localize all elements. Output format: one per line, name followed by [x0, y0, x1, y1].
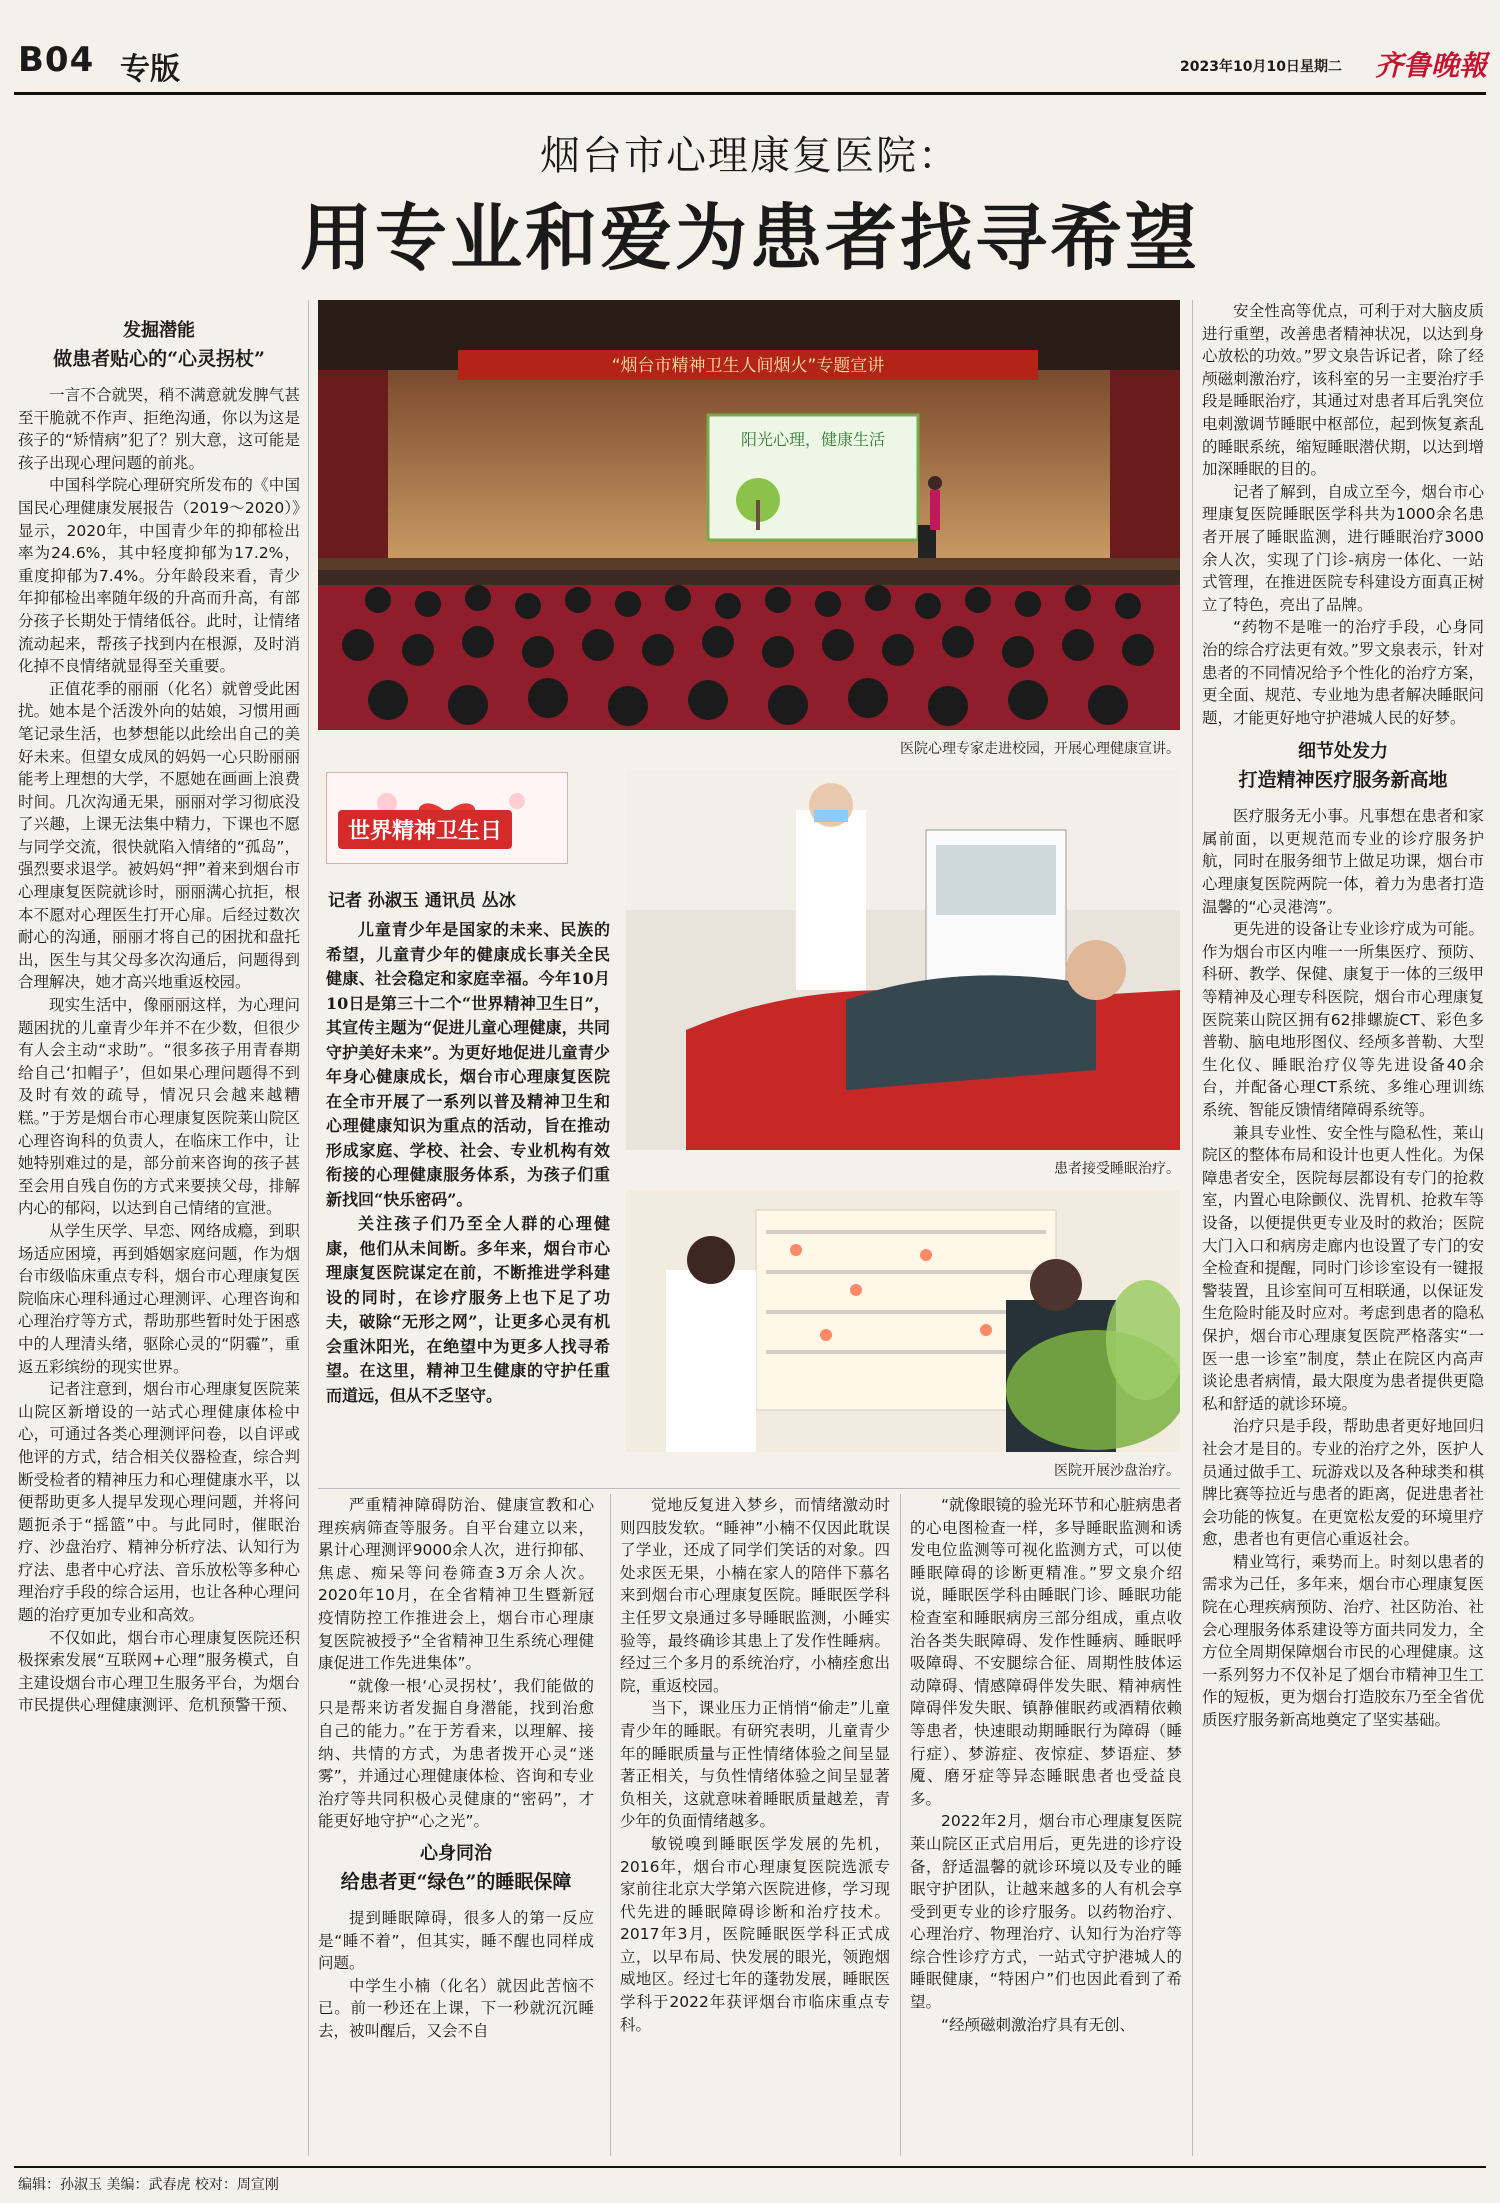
lecture-photo-image	[318, 300, 1180, 730]
section-subheading: 打造精神医疗服务新高地	[1238, 769, 1448, 792]
paragraph: 更先进的设备让专业诊疗成为可能。作为烟台市区内唯一一所集医疗、预防、科研、教学、保健、康复于一体的三级甲等精神及心理专科医院，烟台市心理康复医院莱山院区拥有62排螺旋CT、彩色多普勒、脑电地形图仪、经颅多普勒、大型生化仪、睡眠治疗仪等先进设备40余台，并配备心理CT系统、多维心理训练系统、智能反馈情绪障碍系统等。	[1202, 920, 1484, 1119]
column-4	[910, 1494, 1182, 2156]
paragraph: 正值花季的丽丽（化名）就曾受此困扰。她本是个活泼外向的姑娘，习惯用画笔记录生活，也梦想能以此绘出自己的美好未来。但望女成凤的妈妈一心只盼丽丽能考上理想的大学，不愿她在画画上浪费时间。几次沟通无果，丽丽对学习彻底没了兴趣，上课无法集中精力，下课也不愿与同学交流，很快就陷入情绪的“孤岛”，强烈要求退学。被妈妈“押”着来到烟台市心理康复医院就诊时，丽丽满心抗拒，根本不愿对心理医生打开心扉。后经过数次耐心的沟通，丽丽才将自己的困扰和盘托出，医生与其父母多次沟通后，问题得到合理解决，她才高兴地重返校园。	[18, 679, 300, 992]
column-2	[318, 1494, 594, 2156]
lower-divider	[318, 1488, 1180, 1489]
paragraph: “就像一根‘心灵拐杖’，我们能做的只是帮来访者发掘自身潜能，找到治愈自己的能力。”在于芳看来，以理解、接纳、共情的方式，为患者拨开心灵“迷雾”，并通过心理健康体检、咨询和专业治疗等共同积极心灵健康的“密码”，才能更好地守护“心之光”。	[318, 1676, 594, 1831]
sleep-therapy-caption: 患者接受睡眠治疗。	[1054, 1161, 1180, 1177]
footer-rule	[14, 2166, 1486, 2168]
paragraph: 现实生活中，像丽丽这样，为心理问题困扰的儿童青少年并不在少数，但很少有人会主动“求助”。“很多孩子用青春期给自己‘扣帽子’，但如果心理问题得不到及时有效的疏导，情况只会越来越糟糕。”于芳是烟台市心理康复医院莱山院区心理咨询科的负责人，在临床工作中，让她特别难过的是，部分前来咨询的孩子甚至会用自残自伤的方式来要挟父母，排解内心的郁闷，以达到自己情绪的宣泄。	[18, 996, 300, 1218]
paragraph: 中学生小楠（化名）就因此苦恼不已。前一秒还在上课，下一秒就沉沉睡去，被叫醒后，又会不自	[318, 1976, 594, 2040]
page-number: B04	[18, 40, 95, 80]
newspaper-masthead: 齐鲁晚報	[1375, 49, 1488, 82]
section-heading: 心身同治	[420, 1842, 492, 1864]
issue-date: 2023年10月10日	[1180, 59, 1300, 75]
intro-paragraph: 儿童青少年是国家的未来、民族的希望，儿童青少年的健康成长事关全民健康、社会稳定和家庭幸福。今年10月10日是第三十二个“世界精神卫生日”，其宣传主题为“促进儿童心理健康，共同守护美好未来”。为更好地促进儿童青少年身心健康成长，烟台市心理康复医院在全市开展了一系列以普及精神卫生和心理健康知识为重点的活动，旨在推动形成家庭、学校、社会、专业机构有效衔接的心理健康服务体系，为孩子们重新找回“快乐密码”。	[326, 920, 610, 1209]
logo-label: 世界精神卫生日	[338, 810, 512, 849]
column-divider	[1192, 300, 1193, 2156]
paragraph: 不仅如此，烟台市心理康复医院还积极探索发展“互联网+心理”服务模式，自主建设烟台市心理卫生服务平台，为烟台市民提供心理健康测评、危机预警干预、	[18, 1628, 300, 1715]
column-3	[620, 1494, 890, 2156]
byline: 记者 孙淑玉 通讯员 丛冰	[328, 891, 516, 911]
section-subheading: 做患者贴心的“心灵拐杖”	[53, 348, 265, 370]
editorial-credits: 编辑：孙淑玉 美编：武春虎 校对：周宣刚	[18, 2177, 279, 2193]
article-headline: 用专业和爱为患者找寻希望	[299, 195, 1200, 280]
paragraph: 严重精神障碍防治、健康宣教和心理疾病筛查等服务。自平台建立以来，累计心理测评9000余人次，进行抑郁、焦虑、痴呆等问卷筛查3万余人次。2020年10月，在全省精神卫生暨新冠疫情防控工作推进会上，烟台市心理康复医院被授予“全省精神卫生系统心理健康促进工作先进集体”。	[318, 1496, 594, 1673]
section-heading: 发掘潜能	[123, 320, 195, 341]
sleep-therapy-image	[626, 770, 1180, 1150]
sandplay-caption: 医院开展沙盘治疗。	[1054, 1463, 1180, 1479]
paragraph: 医疗服务无小事。凡事想在患者和家属前面，以更规范而专业的诊疗服务护航，同时在服务细节上做足功课，烟台市心理康复医院两院一体，着力为患者打造温馨的“心灵港湾”。	[1202, 807, 1484, 916]
paragraph: 精业笃行，乘势而上。时刻以患者的需求为己任，多年来，烟台市心理康复医院在心理疾病预防、治疗、社区防治、社会心理服务体系建设等方面共同发力，全方位全周期保障烟台市民的心理健康。这一系列努力不仅补足了烟台市精神卫生工作的短板，更为烟台打造胶东乃至全省优质医疗服务新高地奠定了坚实基础。	[1202, 1552, 1484, 1730]
paragraph: “药物不是唯一的治疗手段，心身同治的综合疗法更有效。”罗文泉表示，针对患者的不同情况给予个性化的治疗方案，更全面、规范、专业地为患者解决睡眠问题，才能更好地守护港城人民的好梦。	[1202, 618, 1484, 727]
lecture-banner-text: “烟台市精神卫生人间烟火”专题宣讲	[611, 356, 885, 376]
paragraph: “就像眼镜的验光环节和心脏病患者的心电图检查一样，多导睡眠监测和诱发电位监测等可视化监测方式，可以使睡眠障碍的诊断更精准。”罗文泉介绍说，睡眠医学科由睡眠门诊、睡眠功能检查室和睡眠病房三部分组成，重点收治各类失眠障碍、发作性睡病、睡眠呼吸障碍、不安腿综合征、周期性肢体运动障碍、情感障碍伴发失眠、精神病性障碍伴发失眠、镇静催眠药或酒精依赖等患者，快速眼动期睡眠行为障碍（睡行症）、梦游症、夜惊症、梦语症、梦魇、磨牙症等异态睡眠患者也受益良多。	[910, 1496, 1182, 1808]
paragraph: 一言不合就哭，稍不满意就发脾气甚至干脆就不作声、拒绝沟通，你以为这是孩子的“矫情病”犯了？别大意，这可能是孩子出现心理问题的前兆。	[18, 386, 300, 472]
section-label: 专版	[120, 52, 180, 87]
sleep-therapy-photo	[626, 770, 1180, 1150]
paragraph: 2022年2月，烟台市心理康复医院莱山院区正式启用后，更先进的诊疗设备，舒适温馨的就诊环境以及专业的睡眠守护团队，让越来越多的人有机会享受到更专业的诊疗服务。以药物治疗、心理治疗、物理治疗、认知行为治疗等综合性诊疗方式，一站式守护港城人的睡眠健康，“特困户”们也因此看到了希望。	[910, 1812, 1182, 2012]
column-1	[18, 318, 300, 2156]
paragraph: 当下，课业压力正悄悄“偷走”儿童青少年的睡眠。有研究表明，儿童青少年的睡眠质量与正性情绪体验之间呈显著正相关，与负性情绪体验之间呈显著负相关，这就意味着睡眠质量越差，青少年的负面情绪越多。	[620, 1699, 890, 1831]
sandplay-photo	[626, 1190, 1180, 1452]
column-5	[1202, 300, 1484, 2156]
paragraph: 安全性高等优点，可利于对大脑皮质进行重塑，改善患者精神状况，以达到身心放松的功效。”罗文泉告诉记者，除了经颅磁刺激治疗，该科室的另一主要治疗手段是睡眠治疗，其通过对患者耳后乳突位电刺激调节睡眠中枢部位，起到恢复紊乱的睡眠系统，缩短睡眠潜伏期，以达到增加深睡眠的目的。	[1202, 302, 1484, 479]
paragraph: “经颅磁刺激治疗具有无创、	[941, 2015, 1136, 2034]
section-subheading: 给患者更“绿色”的睡眠保障	[340, 1870, 572, 1893]
column-divider	[900, 1494, 901, 2156]
issue-weekday: 星期二	[1300, 59, 1342, 75]
sandplay-image	[626, 1190, 1180, 1452]
column-divider	[610, 1494, 611, 2156]
lecture-photo-caption: 医院心理专家走进校园，开展心理健康宣讲。	[900, 741, 1180, 757]
paragraph: 记者注意到，烟台市心理康复医院莱山院区新增设的一站式心理健康体检中心，可通过各类心理测评问卷，以自评或他评的方式，结合相关仪器检查，综合判断受检者的精神压力和心理健康水平，以便帮助更多人提早发现心理问题，并将问题扼杀于“摇篮”中。与此同时，催眠治疗、沙盘治疗、精神分析疗法、认知行为疗法、患者中心疗法、音乐放松等多种心理治疗手段的综合运用，也让各种心理问题的治疗更加专业和高效。	[18, 1380, 300, 1625]
section-heading: 细节处发力	[1298, 741, 1388, 763]
lecture-photo	[318, 300, 1180, 730]
paragraph: 提到睡眠障碍，很多人的第一反应是“睡不着”，但其实，睡不醒也同样成问题。	[318, 1908, 594, 1973]
lecture-screen-text: 阳光心理，健康生活	[740, 430, 886, 449]
paragraph: 治疗只是手段，帮助患者更好地回归社会才是目的。专业的治疗之外，医护人员通过做手工、玩游戏以及各种球类和棋牌比赛等拉近与患者的距离，促进患者社会功能的恢复。在更宽松友爱的环境里疗愈，患者也有更信心重返社会。	[1202, 1417, 1484, 1549]
paragraph: 中国科学院心理研究所发布的《中国国民心理健康发展报告（2019～2020）》显示，2020年，中国青少年的抑郁检出率为24.6%，其中轻度抑郁为17.2%，重度抑郁为7.4%。分年龄段来看，青少年抑郁检出率随年级的升高而升高，有部分孩子长期处于情绪低谷。此时，让情绪流动起来，帮孩子找到内在根源，及时消化掉不良情绪就显得至关重要。	[18, 476, 300, 676]
paragraph: 从学生厌学、早恋、网络成瘾，到职场适应困境，再到婚姻家庭问题，作为烟台市级临床重点专科，烟台市心理康复医院临床心理科通过心理测评、心理咨询和心理治疗等方式，帮助那些暂时处于困惑中的人理清头绪，驱除心灵的“阴霾”，重返五彩缤纷的现实世界。	[18, 1221, 300, 1376]
paragraph: 觉地反复进入梦乡，而情绪激动时则四肢发软。“睡神”小楠不仅因此耽误了学业，还成了同学们笑话的对象。四处求医无果，小楠在家人的陪伴下慕名来到烟台市心理康复医院。睡眠医学科主任罗文泉通过多导睡眠监测，小睡实验等，最终确诊其患上了发作性睡病。经过三个多月的系统治疗，小楠痊愈出院，重返校园。	[620, 1496, 890, 1695]
paragraph: 记者了解到，自成立至今，烟台市心理康复医院睡眠医学科共为1000余名患者开展了睡眠监测，进行睡眠治疗3000余人次，实现了门诊-病房一体化、一站式管理，在推进医院专科建设方面真正树立了特色，亮出了品牌。	[1202, 482, 1484, 614]
intro-block	[326, 918, 610, 1508]
column-divider	[308, 300, 309, 2156]
paragraph: 兼具专业性、安全性与隐私性，莱山院区的整体布局和设计也更人性化。为保障患者安全，医院每层都设有专门的抢救室，内置心电除颤仪、洗胃机、抢救车等设备，以便提供更专业及时的救治；医院大门入口和病房走廊内也设置了专门的安全检查和提醒，同时门诊诊室设有一键报警装置，且诊室间可互相联通，以保证发生危险时能及时应对。考虑到患者的隐私保护，烟台市心理康复医院严格落实“一医一患一诊室”制度，禁止在院区内高声谈论患者病情，最大限度为患者提供更隐私和舒适的就诊环境。	[1202, 1123, 1484, 1413]
header-rule	[14, 92, 1486, 95]
intro-paragraph: 关注孩子们乃至全人群的心理健康，他们从未间断。多年来，烟台市心理康复医院谋定在前，不断推进学科建设的同时，在诊疗服务上也下足了功夫，破除“无形之网”，让更多心灵有机会重沐阳光，在绝望中为更多人找寻希望。在这里，精神卫生健康的守护任重而道远，但从不乏坚守。	[326, 1214, 610, 1405]
article-subtitle: 烟台市心理康复医院：	[540, 133, 960, 179]
paragraph: 敏锐嗅到睡眠医学发展的先机，2016年，烟台市心理康复医院选派专家前往北京大学第六医院进修，学习现代先进的睡眠障碍诊断和治疗技术。2017年3月，医院睡眠医学科正式成立，以早布局、快发展的眼光，领跑烟威地区。经过七年的蓬勃发展，睡眠医学科于2022年获评烟台市临床重点专科。	[620, 1834, 890, 2034]
